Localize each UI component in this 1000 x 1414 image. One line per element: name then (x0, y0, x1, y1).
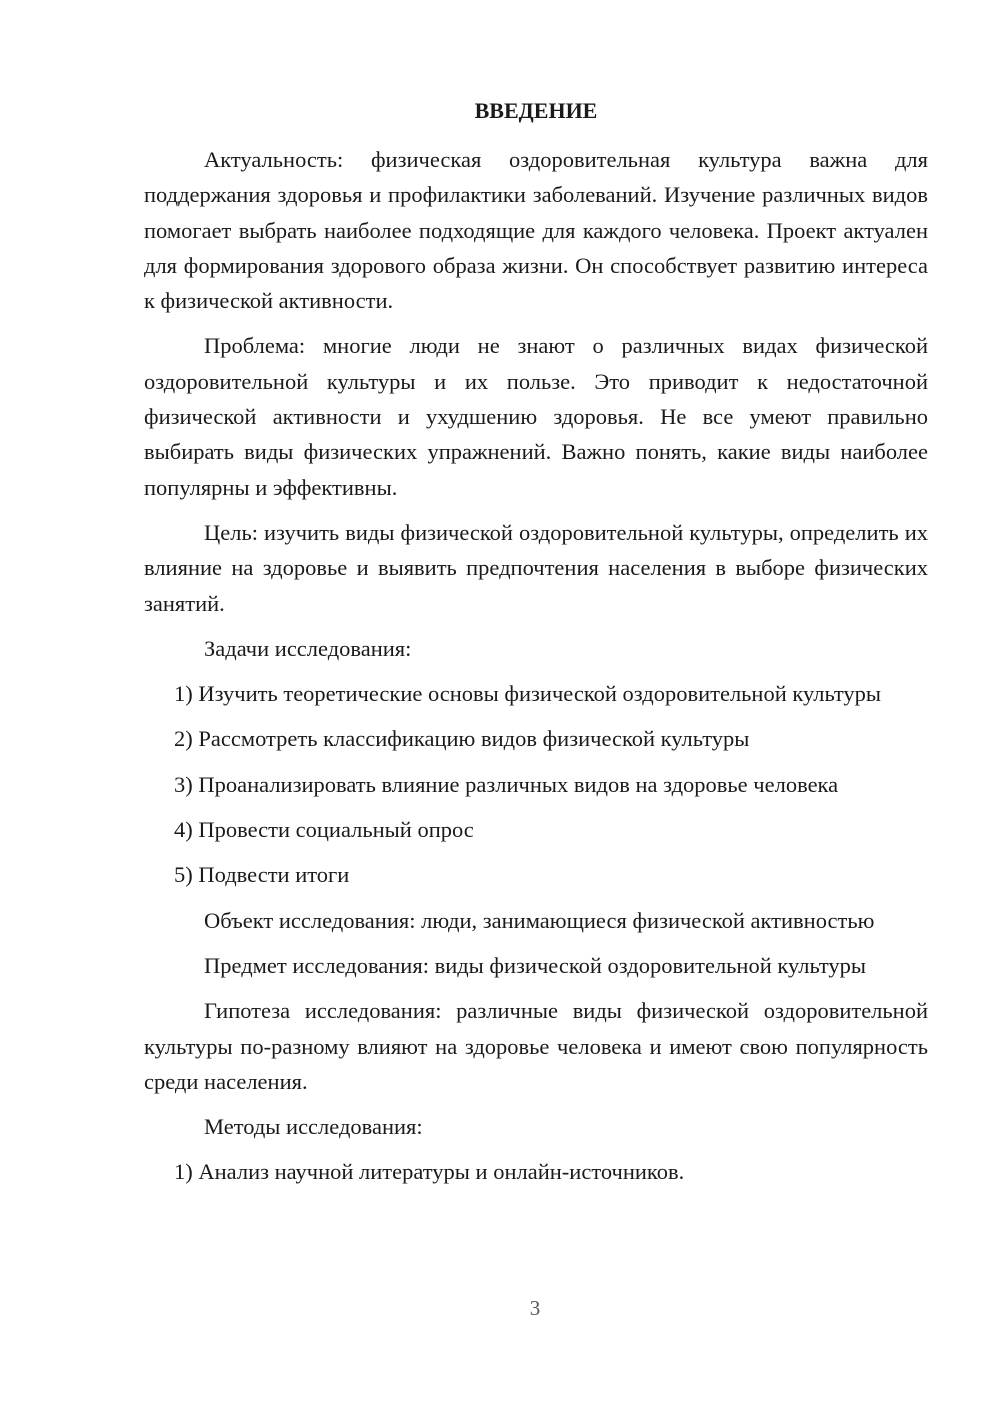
goal-paragraph: Цель: изучить виды физической оздоровительной культуры, определить их влияние на здоровье и выявить предпочтения населения в выборе физических занятий. (144, 519, 928, 616)
task-item-2: 2) Рассмотреть классификацию видов физической культуры (174, 726, 750, 752)
subject-paragraph: Предмет исследования: виды физической оздоровительной культуры (204, 952, 867, 978)
section-heading: ВВЕДЕНИЕ (474, 98, 598, 123)
hypothesis-paragraph: Гипотеза исследования: различные виды физической оздоровительной культуры по-разному влияют на здоровье человека и имеют свою популярность среди населения. (144, 998, 928, 1094)
page-number: 3 (529, 1296, 541, 1320)
task-item-4: 4) Провести социальный опрос (174, 817, 474, 843)
task-item-3: 3) Проанализировать влияние различных видов на здоровье человека (174, 771, 839, 797)
problem-paragraph: Проблема: многие люди не знают о различных видах физической оздоровительной культуры и их пользе. Это приводит к недостаточной физической активности и ухудшению здоровья. Не все умеют правильно выбирать виды физических упражнений. Важно понять, какие виды наиболее популярны и эффективны. (144, 333, 928, 500)
tasks-heading: Задачи исследования: (204, 635, 412, 661)
object-paragraph: Объект исследования: люди, занимающиеся физической активностью (204, 907, 875, 933)
document-page (144, 96, 928, 1200)
method-item-1: 1) Анализ научной литературы и онлайн-источников. (174, 1159, 685, 1185)
relevance-paragraph: Актуальность: физическая оздоровительная культура важна для поддержания здоровья и профилактики заболеваний. Изучение различных видов помогает выбрать наиболее подходящие для каждого человека. Проект актуален для формирования здорового образа жизни. Он способствует развитию интереса к физической активности. (144, 147, 928, 314)
methods-heading: Методы исследования: (204, 1114, 423, 1140)
task-item-5: 5) Подвести итоги (174, 862, 350, 888)
task-item-1: 1) Изучить теоретические основы физической оздоровительной культуры (174, 681, 882, 707)
